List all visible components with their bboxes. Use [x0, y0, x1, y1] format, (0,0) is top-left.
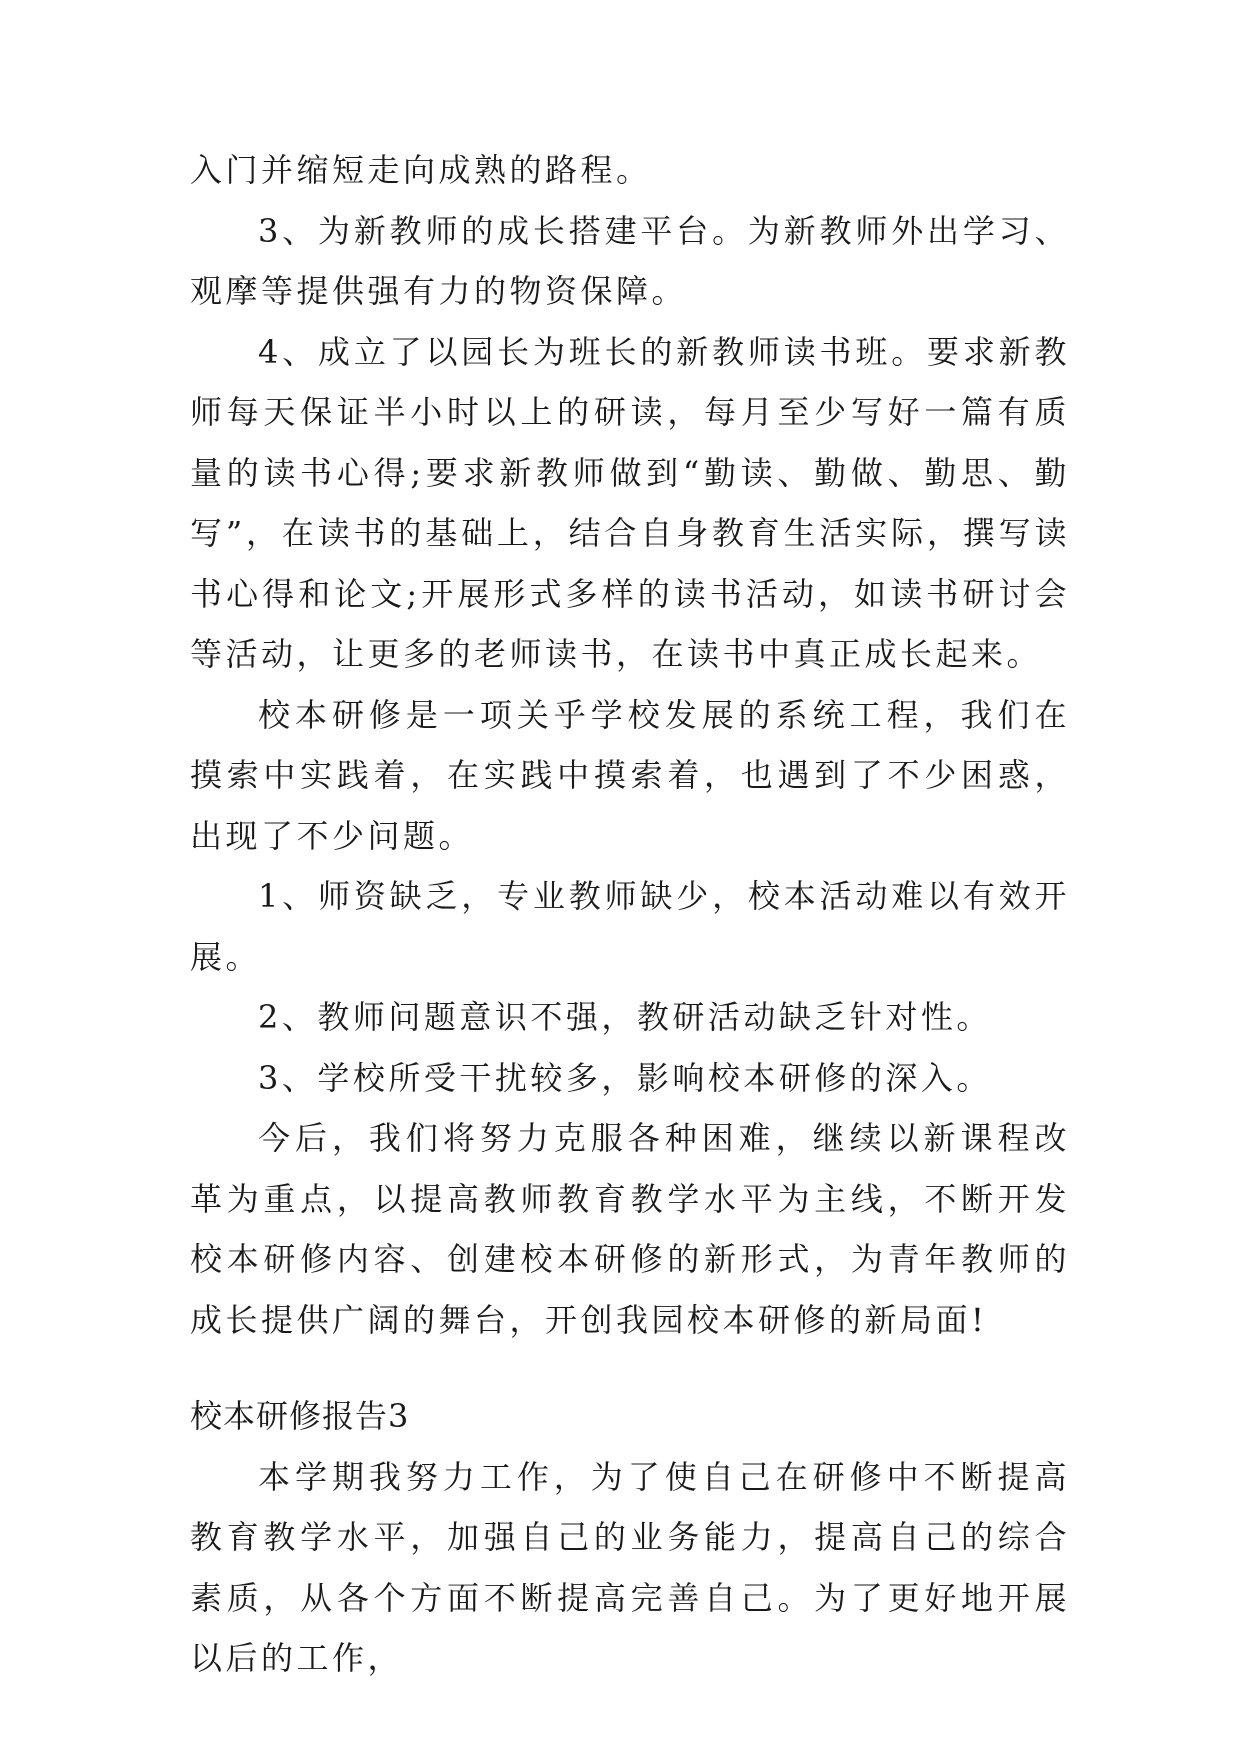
paragraph-continuation: 入门并缩短走向成熟的路程。	[190, 151, 652, 189]
paragraph-item-3: 3、为新教师的成长搭建平台。为新教师外出学习、观摩等提供强有力的物资保障。	[190, 211, 1070, 310]
section-paragraph-intro: 本学期我努力工作，为了使自己在研修中不断提高教育教学水平，加强自己的业务能力，提高自己的综合素质，从各个方面不断提高完善自己。为了更好地开展以后的工作，	[190, 1457, 1070, 1677]
document-page	[190, 140, 1070, 1689]
section-heading: 校本研修报告3	[190, 1397, 410, 1435]
paragraph-summary: 校本研修是一项关乎学校发展的系统工程，我们在摸索中实践着，在实践中摸索着，也遇到了不少困惑，出现了不少问题。	[190, 695, 1070, 855]
paragraph-outlook: 今后，我们将努力克服各种困难，继续以新课程改革为重点，以提高教师教育教学水平为主线，不断开发校本研修内容、创建校本研修的新形式，为青年教师的成长提供广阔的舞台，开创我园校本研修的新局面!	[190, 1119, 1070, 1339]
paragraph-problem-2: 2、教师问题意识不强，教研活动缺乏针对性。	[258, 998, 992, 1036]
paragraph-problem-1: 1、师资缺乏，专业教师缺少，校本活动难以有效开展。	[190, 877, 1070, 976]
paragraph-problem-3: 3、学校所受干扰较多，影响校本研修的深入。	[258, 1058, 992, 1097]
paragraph-item-4: 4、成立了以园长为班长的新教师读书班。要求新教师每天保证半小时以上的研读，每月至少写好一篇有质量的读书心得;要求新教师做到“勤读、勤做、勤思、勤写”，在读书的基础上，结合自身教育生活实际，撰写读书心得和论文;开展形式多样的读书活动，如读书研讨会等活动，让更多的老师读书，在读书中真正成长起来。	[190, 332, 1070, 673]
